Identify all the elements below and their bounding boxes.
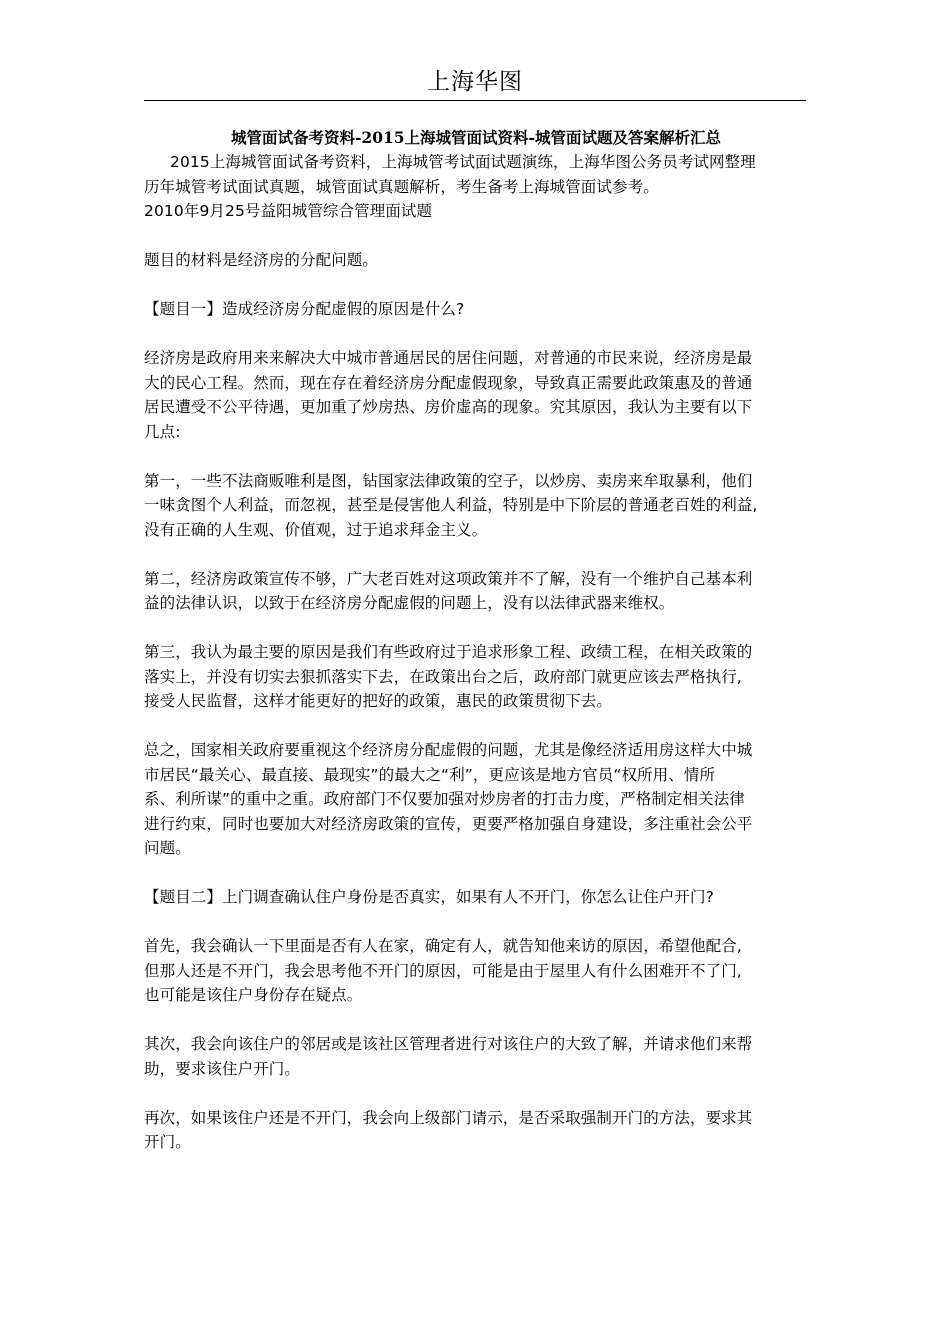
paragraph-line: 没有正确的人生观、价值观，过于追求拜金主义。 xyxy=(144,520,488,539)
paragraph-line: 首先，我会确认一下里面是否有人在家，确定有人，就告知他来访的原因，希望他配合, xyxy=(144,937,742,955)
paragraph-line: 居民遭受不公平待遇，更加重了炒房热、房价虚高的现象。究其原因，我认为主要有以下 xyxy=(144,398,753,416)
intro-line: 历年城管考试面试真题，城管面试真题解析，考生备考上海城管面试参考。 xyxy=(144,177,659,196)
paragraph-line: 接受人民监督，这样才能更好的把好的政策，惠民的政策贯彻下去。 xyxy=(144,692,613,710)
paragraph-third-step xyxy=(144,1106,808,1155)
intro-line: 2010年9月25号益阳城管综合管理面试题 xyxy=(144,202,433,220)
header-title: 上海华图 xyxy=(427,69,523,95)
paragraph-line: 落实上，并没有切实去狠抓落实下去，在政策出台之后，政府部门就更应该去严格执行, xyxy=(144,667,742,686)
paragraph-line: 但那人还是不开门，我会思考他不开门的原因，可能是由于屋里人有什么困难开不了门, xyxy=(144,961,742,980)
paragraph-line: 再次，如果该住户还是不开门，我会向上级部门请示，是否采取强制开门的方法，要求其 xyxy=(144,1108,753,1127)
paragraph-first-reason xyxy=(144,469,808,543)
paragraph-line: 经济房是政府用来来解决大中城市普通居民的居住问题，对普通的市民来说，经济房是最 xyxy=(144,349,753,367)
paragraph-line: 一味贪图个人利益，而忽视，甚至是侵害他人利益，特别是中下阶层的普通老百姓的利益, xyxy=(144,496,758,514)
paragraph-first-step xyxy=(144,934,808,1008)
paragraph-conclusion xyxy=(144,738,808,861)
question-two: 【题目二】上门调查确认住户身份是否真实，如果有人不开门，你怎么让住户开门? xyxy=(144,888,714,906)
document-body xyxy=(144,126,808,1155)
paragraph-line: 进行约束，同时也要加大对经济房政策的宣传，更要严格加强自身建设，多注重社会公平 xyxy=(144,814,753,833)
page-header xyxy=(144,66,806,101)
paragraph-line: 第三，我认为最主要的原因是我们有些政府过于追求形象工程、政绩工程，在相关政策的 xyxy=(144,643,753,661)
paragraph-line: 大的民心工程。然而，现在存在着经济房分配虚假现象，导致真正需要此政策惠及的普通 xyxy=(144,373,753,392)
material-text: 题目的材料是经济房的分配问题。 xyxy=(144,251,379,269)
paragraph-line: 益的法律认识，以致于在经济房分配虚假的问题上，没有以法律武器来维权。 xyxy=(144,594,675,612)
paragraph-second-step xyxy=(144,1032,808,1081)
paragraph-line: 市居民“最关心、最直接、最现实”的最大之“利”，更应该是地方官员“权所用、情所 xyxy=(144,765,716,784)
question-one: 【题目一】造成经济房分配虚假的原因是什么? xyxy=(144,300,465,318)
paragraph-third-reason xyxy=(144,640,808,714)
paragraph-second-reason xyxy=(144,567,808,616)
paragraph-line: 几点: xyxy=(144,422,181,441)
paragraph-line: 总之，国家相关政府要重视这个经济房分配虚假的问题，尤其是像经济适用房这样大中城 xyxy=(144,741,753,759)
document-title: 城管面试备考资料-2015上海城管面试资料-城管面试题及答案解析汇总 xyxy=(230,128,721,147)
paragraph-line: 系、利所谋”的重中之重。政府部门不仅要加强对炒房者的打击力度，严格制定相关法律 xyxy=(144,790,745,808)
paragraph-line: 其次，我会向该住户的邻居或是该社区管理者进行对该住户的大致了解，并请求他们来帮 xyxy=(144,1035,753,1053)
paragraph-line: 第二，经济房政策宣传不够，广大老百姓对这项政策并不了解，没有一个维护自己基本利 xyxy=(144,569,753,588)
paragraph-line: 第一，一些不法商贩唯利是图，钻国家法律政策的空子，以炒房、卖房来牟取暴利，他们 xyxy=(144,471,753,490)
paragraph-intro xyxy=(144,346,808,444)
paragraph-line: 开门。 xyxy=(144,1133,191,1151)
paragraph-line: 问题。 xyxy=(144,839,191,857)
paragraph-line: 也可能是该住户身份存在疑点。 xyxy=(144,986,363,1004)
intro-line: 2015上海城管面试备考资料，上海城管考试面试题演练，上海华图公务员考试网整理 xyxy=(170,153,756,171)
paragraph-line: 助，要求该住户开门。 xyxy=(144,1059,301,1078)
